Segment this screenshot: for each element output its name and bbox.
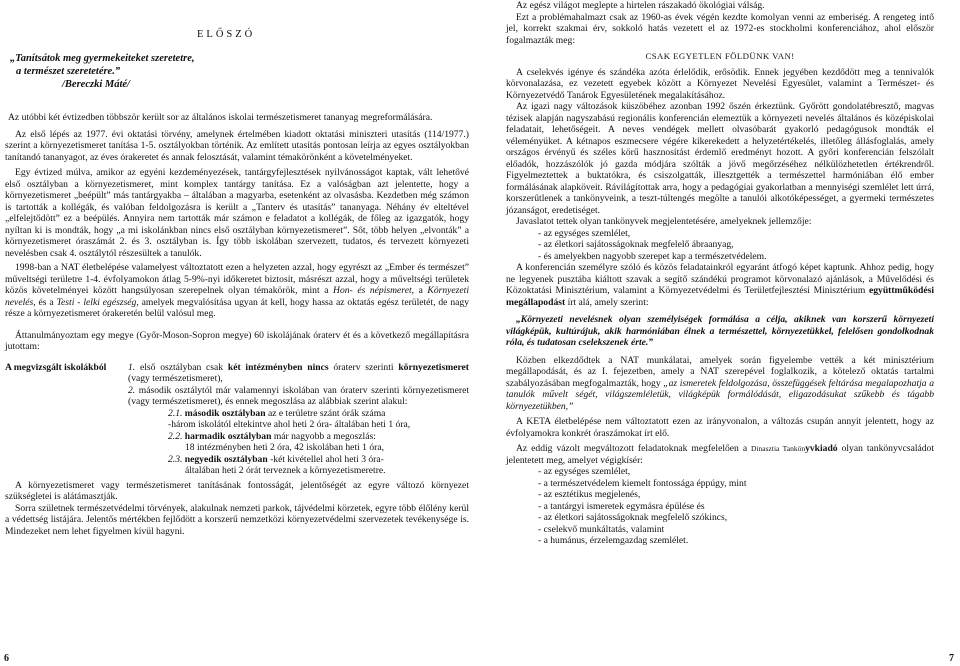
motto-line-2: a természet szeretetére.” (16, 66, 121, 77)
paragraph: 1998-ban a NAT életbelépése valamelyest változtatott ezen a helyzeten azzal, hogy egyrészt az „Ember és természet” műveltségi területre 1-4. évfolyamokon átlag 5-9%-nyi időkeretet biztosít, másrészt azzal, hogy a műveltségi területek közös követelményei között hangsúlyosan szerepelnek olyan témakörök, mint a Hon- és népismeret, a Környezeti nevelés, és a Testi - lelki egészség, amelyek megvalósítása ugyan át kell, hogy hassa az oktatás egész területét, de nagy része a környezetismeret órakeretén belül valósul meg. (5, 262, 469, 319)
page-number: 7 (949, 653, 954, 664)
list-item: - a természetvédelem kiemelt fontossága éppúgy, mint (538, 477, 747, 489)
list-item: - az egységes szemlélet, (538, 227, 631, 239)
paragraph: Sorra születnek természetvédelmi törvények, alakulnak nemzeti parkok, tájvédelmi körzetek, egyre több élőlény kerül a védettség listájára. Jelentős mértékben fejlődött a korszerű nemzetközi környezetvédelmi szervezetek tevékenysége is. Mindezeket nem lehet figyelmen kívül hagyni. (5, 502, 469, 537)
motto (10, 52, 195, 91)
block-label: A megvizsgált iskolákból (5, 361, 107, 373)
paragraph: A cselekvés igénye és szándéka azóta érlelődik, erősödik. Ennek jegyében kezdődött meg a tennivalók körvonalazása, ez vezetett egyebek között a Környezet Nevelési Egyesület, valamint a Természet- és Környezetvédő Tanárok Egyesületének megalakításához. (506, 66, 934, 101)
textbook-criteria-list (506, 228, 934, 263)
list-item: - cselekvő munkáltatás, valamint (538, 523, 665, 535)
list-item-detail: általában heti 2 órát terveznek a környezetismeretre. (185, 465, 386, 476)
paragraph: Közben elkezdődtek a NAT munkálatai, amelyek során figyelembe vették a két minisztérium megállapodását, és az I. fejezetben, amely a NAT szerepével foglalkozik, a kötelező oktatás tartalmi szabályozásában megfogalmazták, hogy „az ismeretek feldolgozása, összefüggések feltárása megalapozhatja a tanulók művelt ségét, világszemléletük, világképük formálódását, eligazodásukat szűkebb és tágabb környezetükben,” (506, 354, 934, 412)
textbook-family-list (506, 466, 934, 547)
list-item: 2. második osztálytól már valamennyi iskolában van óraterv szerinti környezetismeret (vagy természetismeret), és ennek megoszlása az alábbiak szerint alakul: (128, 384, 469, 407)
motto-line-1: „Tanítsátok meg gyermekeiteket szeretetre, (10, 53, 195, 64)
paragraph: A konferencián személyre szóló és közös feladatainkról egyaránt átfogó képet kaptunk. Ahhoz pedig, hogy ne legyenek pusztába kiáltott szavak a segítő szándékú programot körvonalazó ajánlások, a Művelődési és Közoktatási Minisztérium, valamint a Környezetvédelmi és Területfejlesztési Minisztérium együttműködési megállapodást írt alá, amely szerint: (506, 262, 934, 308)
paragraph: Egy évtized múlva, amikor az egyéni kezdeményezések, tantárgyfejlesztések nyilvánosságot kaptak, vált lehetővé első osztályban a környezetismeret, mint komplex tantárgy tanítása. Ez a valóságban azt jelentette, hogy a környezetismeret „beépült” más tantárgyakba – általában a magyarba, esetenként az olvasásba. Kezdetben még számon is tartották a kollégák, és valóban feldolgozásra is került a „Tanterv és utasítás” tananyaga. Néhány év elteltével „elfelejtődött” ez a beépülés. Annyira nem tartották már számon e feladatot a kollégák, de főleg az igazgatók, hogy nyíltan ki is mondták, hogy „a mi iskolánkban nincs első osztályban környezetismeret”. Sőt, több helyen „elvonták” a környezetismeret óraszámát 2. és 3. osztályban is. Így több iskolában szervezett, tudatos, és tervezett környezeti nevelésben csak 4. osztálytól részesültek a tanulók. (5, 167, 469, 259)
list-item: - az életkori sajátosságoknak megfelelő szókincs, (538, 512, 728, 523)
list-item: 2.2. harmadik osztályban már nagyobb a megoszlás: (168, 430, 376, 442)
right-page (480, 0, 960, 666)
left-body (5, 112, 469, 537)
paragraph: Az eddig vázolt megváltozott feladatoknak megfelelően a Dinasztia Tankönyvkiadó olyan tankönyvcsaládot jelentetett meg, amelyet végigkísér: (506, 443, 935, 466)
paragraph: A KETA életbelépése nem változtatott ezen az irányvonalon, a változás csupán annyit jelentett, hogy az évfolyamokra konkrét óraszámokat írt elő. (506, 416, 934, 439)
page-number: 6 (4, 653, 9, 664)
list-item-detail: 18 intézményben heti 2 óra, 42 iskolában heti 1 óra, (185, 442, 385, 453)
list-item: 1. első osztályban csak két intézményben nincs óraterv szerinti környezetismeret (vagy természetismeret), (128, 361, 469, 384)
quote: „Környezeti nevelésnek olyan személyiségek formálása a célja, akiknek van korszerű környezeti világképük, kultúrájuk, akik harmóniában élnek a természettel, környezetükkel, felelősen gondolkodnak róla, és tudatosan cselekszenek érte.” (506, 314, 934, 348)
list-item: - az életkori sajátosságoknak megfelelő ábraanyag, (538, 239, 734, 250)
list-item: - az egységes szemlélet, (538, 466, 631, 477)
paragraph: Áttanulmányoztam egy megye (Győr-Moson-Sopron megye) 60 iskolájának óraterv ét és a következő megállapításra jutottam: (5, 329, 469, 352)
list-item: - az esztétikus megjelenés, (538, 489, 641, 500)
paragraph: Az egész világot meglepte a hirtelen rászakadó ökológiai válság. (516, 0, 765, 11)
paragraph: Az utóbbi két évtizedben többször került sor az általános iskolai természetismeret tananyag megreformálására. (8, 112, 433, 123)
paragraph: Javaslatot tettek olyan tankönyvek megjelentetésére, amelyeknek jellemzője: (516, 216, 812, 227)
paragraph: Az első lépés az 1977. évi oktatási törvény, amelynek értelmében kiadott oktatási miniszteri utasítás (114/1977.) szerint a környezetismeret tanítása 1-5. osztályokban történik. Az említett utasítás pontosan leírja az egyes osztályokban tanítandó tananyagot, az éves órakeretet és annak felosztását, valamint témakörönként a követelményeket. (5, 128, 469, 163)
school-findings (5, 362, 469, 477)
list-item: - a tantárgyi ismeretek egymásra épülése és (538, 500, 705, 512)
right-body (506, 0, 934, 547)
list-item: - a humánus, érzelemgazdag szemlélet. (538, 535, 689, 546)
paragraph: A környezetismeret vagy természetismeret tanításának fontosságát, jelentőségét az egyre változó környezet szükségletei is alátámasztják. (5, 479, 469, 502)
motto-attribution: /Bereczki Máté/ (62, 79, 130, 90)
list-item: - és amelyekben nagyobb szerepet kap a természetvédelem. (538, 250, 767, 262)
section-heading: CSAK EGYETLEN FÖLDÜNK VAN! (645, 51, 795, 61)
paragraph: Az igazi nagy változások küszöbéhez azonban 1992 őszén érkeztünk. Győrött gondolatébresztő, magvas tézisek alapján nagyszabású regionális konferencián elemeztük a környezeti nevelés általános és középiskolai feladatait, lehetőségeit. A neves vendégek mellett olvasóbarát gyakorló pedagógusok mondták el véleményüket. A kétnapos eszmecsere végére kikerekedett a helyzetértékelés, illetőleg állásfoglalás, amely országos érvényű és széles körű hasznosítást érdemlő eredményt hozott. A győri konferencián felszólalt előadók, hozzászólók jó gazda módjára szólták a jövő megőrzéséhez nélkülözhetetlen értékrendről. Figyelmeztettek a buktatókra, és csiszolgatták, illesztgették a természettel harmóniában élő ember formálásának alapköveit. Rávilágítottak arra, hogy a pedagógiai gyakorlatban a mennyiségi szemlélet lett úrrá, korszerűtlenek a tankönyveink, a teszt-túltengés megölte a tanulói alkotóképességet, a gyermeki természetes józanságot, eredetiséget. (506, 101, 934, 216)
page-title: ELŐSZÓ (197, 29, 256, 40)
list-item: 2.1. második osztályban az e területre szánt órák száma (168, 407, 386, 419)
list-item-detail: -három iskolától eltekintve ahol heti 2 óra- általában heti 1 óra, (168, 419, 411, 430)
list-item: 2.3. negyedik osztályban -két kivétellel ahol heti 3 óra- (168, 453, 384, 465)
paragraph: Ezt a problémahalmazt csak az 1960-as évek végén kezdte komolyan venni az emberiség. A rengeteg intő jel, korrekt szakmai érv, sokkoló hatás vezetett el az 1972-es stockholmi konferenciához, ahol először fogalmazták meg: (506, 11, 934, 46)
